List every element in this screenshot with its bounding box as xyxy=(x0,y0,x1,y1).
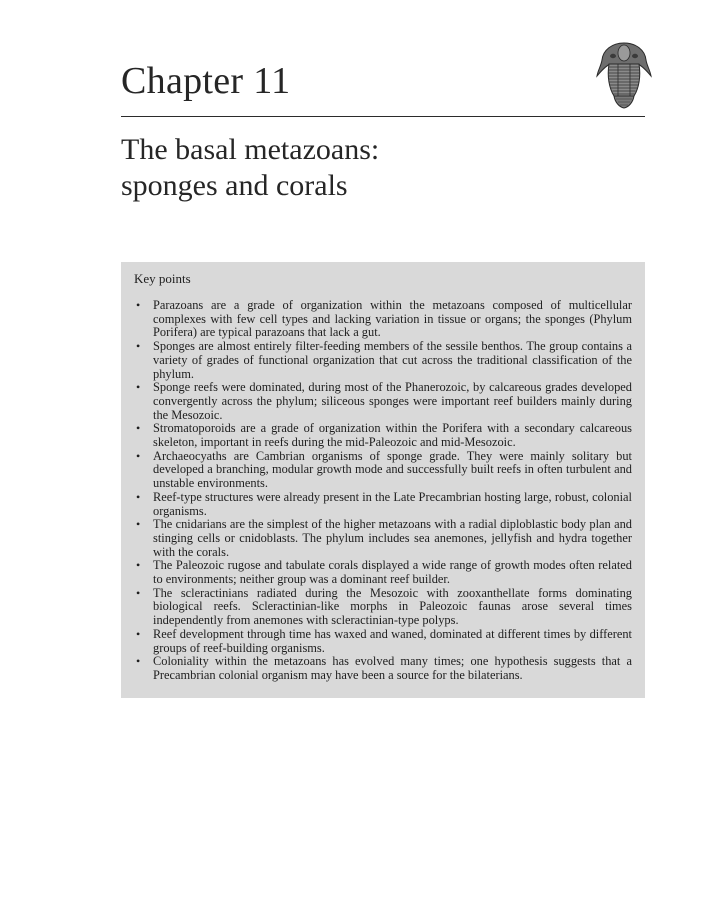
key-points-list xyxy=(134,299,632,683)
bullet-icon: • xyxy=(136,585,141,600)
key-point-text: The cnidarians are the simplest of the higher metazoans with a radial diploblastic body plan and stinging cells or cnidoblasts. The phylum includes sea anemones, jellyfish and hydra together with the corals. xyxy=(153,517,632,559)
trilobite-eye-right xyxy=(632,54,638,58)
key-point-text: The scleractinians radiated during the Mesozoic with zooxanthellate forms dominating biological reefs. Scleractinian-like morphs in Paleozoic faunas arose several times independently from anemones with scleractinian-type polyps. xyxy=(153,585,632,628)
chapter-title-line-1: The basal metazoans: xyxy=(121,133,380,166)
bullet-icon: • xyxy=(136,626,141,641)
trilobite-icon xyxy=(594,40,654,110)
key-point-text: Coloniality within the metazoans has evolved many times; one hypothesis suggests that a Precambrian colonial organism may have been a source for the bilaterians. xyxy=(153,654,632,682)
chapter-title-line-2: sponges and corals xyxy=(121,169,348,202)
bullet-icon: • xyxy=(136,448,141,463)
key-point-item xyxy=(134,491,632,518)
bullet-icon: • xyxy=(136,517,141,532)
key-point-text: The Paleozoic rugose and tabulate corals displayed a wide range of growth modes often related to environments; neither group was a dominant reef builder. xyxy=(153,558,632,587)
key-point-text: Sponge reefs were dominated, during most of the Phanerozoic, by calcareous grades developed convergently across the phylum; siliceous sponges were important reef builders mainly during the Mesozoic. xyxy=(153,380,632,422)
key-point-item xyxy=(134,450,632,491)
key-point-text: Stromatoporoids are a grade of organization within the Porifera with a secondary calcareous skeleton, important in reefs during the mid-Paleozoic and mid-Mesozoic. xyxy=(153,421,632,450)
bullet-icon: • xyxy=(136,421,141,436)
key-point-item xyxy=(134,299,632,340)
chapter-label: Chapter 11 xyxy=(121,60,291,102)
bullet-icon: • xyxy=(136,558,141,573)
bullet-icon: • xyxy=(136,339,141,354)
trilobite-eye-left xyxy=(610,54,616,58)
key-point-text: Reef-type structures were already present in the Late Precambrian hosting large, robust, colonial organisms. xyxy=(153,489,632,518)
trilobite-glabella xyxy=(618,45,630,61)
key-point-item xyxy=(134,518,632,559)
chapter-title xyxy=(121,132,645,204)
header-divider xyxy=(121,116,645,117)
bullet-icon: • xyxy=(136,489,141,504)
key-point-item xyxy=(134,340,632,381)
key-point-text: Parazoans are a grade of organization within the metazoans composed of multicellular complexes with few cell types and lacking variation in tissue or organs; the sponges (Phylum Porifera) are typical parazoans that lack a gut. xyxy=(153,298,632,340)
key-point-item xyxy=(134,628,632,655)
bullet-icon: • xyxy=(136,654,141,669)
key-point-item xyxy=(134,587,632,628)
key-points-heading: Key points xyxy=(134,271,191,286)
key-point-text: Reef development through time has waxed and waned, dominated at different times by different groups of reef-building organisms. xyxy=(153,626,632,655)
bullet-icon: • xyxy=(136,380,141,395)
key-point-item xyxy=(134,655,632,682)
key-point-text: Archaeocyaths are Cambrian organisms of sponge grade. They were mainly solitary but developed a branching, modular growth mode and successfully built reefs in often turbulent and unstable environments. xyxy=(153,448,632,491)
key-point-item xyxy=(134,559,632,586)
key-points-box xyxy=(121,262,645,698)
bullet-icon: • xyxy=(136,298,141,312)
key-point-text: Sponges are almost entirely filter-feeding members of the sessile benthos. The group contains a variety of grades of functional organization that cut across the traditional classification of the phylum. xyxy=(153,339,632,381)
key-point-item xyxy=(134,422,632,449)
key-point-item xyxy=(134,381,632,422)
